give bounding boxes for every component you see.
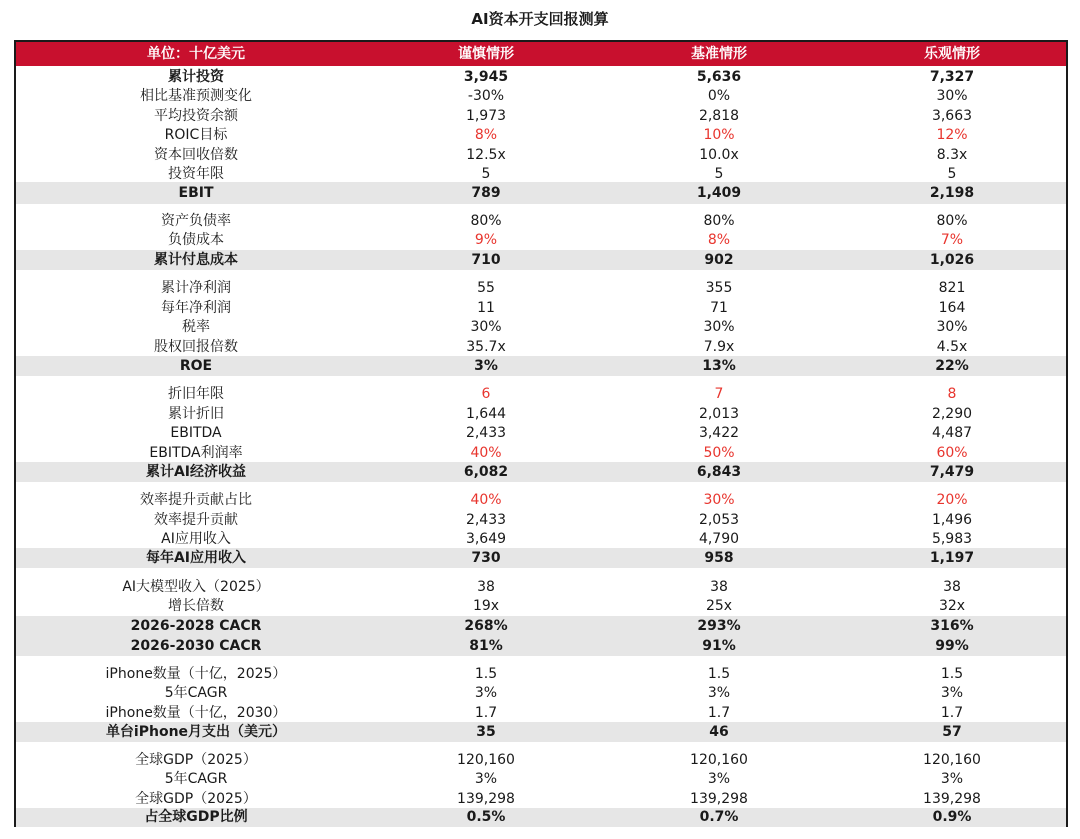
table-row [16, 212, 1066, 231]
table-row [16, 808, 1066, 827]
row-label: 占全球GDP比例 [144, 809, 248, 825]
table-cell: 81% [469, 638, 503, 654]
table-cell: 1.5 [940, 666, 964, 682]
table-cell: 7.9x [703, 339, 735, 355]
table-cell: 32x [938, 598, 966, 614]
table-cell: 2,818 [698, 108, 740, 124]
table-cell: 80% [703, 213, 735, 229]
table-cell: 2,053 [698, 512, 740, 528]
table-cell: 3% [474, 685, 498, 701]
table-cell: 2,433 [465, 512, 507, 528]
table-row [16, 578, 1066, 597]
table-cell: 9% [474, 232, 498, 248]
table-cell: 1.7 [707, 705, 731, 721]
row-label: iPhone数量（十亿，2030） [105, 705, 287, 721]
row-label: ROIC目标 [164, 127, 228, 143]
table-row [16, 338, 1066, 357]
table-cell: 11 [477, 300, 495, 316]
table-cell: 30% [470, 319, 502, 335]
table-row [16, 511, 1066, 530]
table-cell: 958 [704, 550, 734, 566]
table-cell: 35 [476, 724, 496, 740]
table-cell: 2,013 [698, 406, 740, 422]
table-cell: 355 [705, 280, 733, 296]
table-cell: 3% [707, 771, 731, 787]
table-row [16, 462, 1066, 482]
table-cell: 7,479 [929, 464, 975, 480]
row-label: 累计AI经济收益 [145, 464, 247, 480]
row-label: 单台iPhone月支出（美元） [105, 724, 287, 740]
table-cell: 2,290 [931, 406, 973, 422]
table-row [16, 318, 1066, 337]
table-cell: 50% [703, 445, 735, 461]
table-cell: -30% [467, 88, 505, 104]
capex-return-table [14, 40, 1068, 827]
table-cell: 3,663 [931, 108, 973, 124]
table-row [16, 444, 1066, 463]
header-optimistic: 乐观情形 [924, 46, 980, 62]
table-cell: 120,160 [690, 752, 748, 768]
row-label: 2026-2028 CACR [130, 618, 262, 634]
table-cell: 8% [474, 127, 498, 143]
table-cell: 5 [481, 166, 491, 182]
row-label: AI应用收入 [161, 531, 231, 547]
table-cell: 3% [940, 685, 964, 701]
table-row [16, 424, 1066, 443]
row-label: EBITDA [170, 425, 222, 441]
table-cell: 710 [471, 252, 501, 268]
table-cell: 4,487 [931, 425, 973, 441]
table-cell: 38 [943, 579, 961, 595]
table-header [16, 42, 1066, 66]
table-row [16, 68, 1066, 87]
table-cell: 3% [707, 685, 731, 701]
table-cell: 120,160 [923, 752, 981, 768]
row-label: 5年CAGR [164, 771, 228, 787]
table-cell: 30% [936, 88, 968, 104]
row-label: 累计付息成本 [154, 252, 238, 268]
table-cell: 80% [470, 213, 502, 229]
table-cell: 7,327 [929, 69, 975, 85]
header-cautious: 谨慎情形 [458, 46, 514, 62]
table-row [16, 405, 1066, 424]
row-label: 2026-2030 CACR [130, 638, 262, 654]
table-cell: 3% [474, 358, 498, 374]
table-row [16, 279, 1066, 298]
table-row [16, 231, 1066, 250]
row-label: 增长倍数 [168, 598, 224, 614]
table-cell: 268% [464, 618, 508, 634]
row-label: 每年净利润 [161, 300, 231, 316]
table-cell: 730 [471, 550, 501, 566]
table-cell: 40% [470, 492, 502, 508]
table-cell: 1.7 [940, 705, 964, 721]
table-cell: 3% [940, 771, 964, 787]
table-cell: 5,636 [696, 69, 742, 85]
table-cell: 4.5x [936, 339, 968, 355]
row-label: 效率提升贡献占比 [140, 492, 252, 508]
table-cell: 6,843 [696, 464, 742, 480]
table-cell: 1.5 [474, 666, 498, 682]
table-row [16, 616, 1066, 636]
table-cell: 30% [703, 319, 735, 335]
table-cell: 3,649 [465, 531, 507, 547]
table-row [16, 530, 1066, 549]
row-label: 资本回收倍数 [154, 147, 238, 163]
table-cell: 91% [702, 638, 736, 654]
table-cell: 10% [703, 127, 735, 143]
row-label: 投资年限 [168, 166, 224, 182]
table-cell: 80% [936, 213, 968, 229]
table-cell: 5,983 [931, 531, 973, 547]
table-cell: 8% [707, 232, 731, 248]
table-cell: 5 [714, 166, 724, 182]
row-label: 累计投资 [168, 69, 224, 85]
table-title: AI资本开支回报测算 [471, 10, 609, 28]
table-cell: 3,422 [698, 425, 740, 441]
table-cell: 8 [947, 386, 957, 402]
table-cell: 902 [704, 252, 734, 268]
table-cell: 1,026 [929, 252, 975, 268]
table-row [16, 126, 1066, 145]
table-cell: 6 [481, 386, 491, 402]
row-label: 折旧年限 [168, 386, 224, 402]
table-cell: 821 [938, 280, 966, 296]
table-cell: 30% [936, 319, 968, 335]
table-cell: 164 [938, 300, 966, 316]
row-label: EBIT [178, 185, 214, 201]
table-cell: 1,409 [696, 185, 742, 201]
table-row [16, 87, 1066, 106]
table-cell: 2,198 [929, 185, 975, 201]
row-label: 累计净利润 [161, 280, 231, 296]
table-cell: 2,433 [465, 425, 507, 441]
table-cell: 8.3x [936, 147, 968, 163]
table-cell: 0.9% [932, 809, 972, 825]
table-cell: 40% [470, 445, 502, 461]
table-row [16, 597, 1066, 616]
row-label: 股权回报倍数 [154, 339, 238, 355]
table-row [16, 299, 1066, 318]
table-row [16, 356, 1066, 376]
table-cell: 293% [697, 618, 741, 634]
table-cell: 1.5 [707, 666, 731, 682]
row-label: 效率提升贡献 [154, 512, 238, 528]
table-row [16, 146, 1066, 165]
table-row [16, 722, 1066, 742]
table-cell: 12% [936, 127, 968, 143]
table-row [16, 790, 1066, 809]
table-row [16, 704, 1066, 723]
table-row [16, 770, 1066, 789]
table-cell: 55 [477, 280, 495, 296]
table-row [16, 182, 1066, 204]
table-row [16, 548, 1066, 568]
row-label: 5年CAGR [164, 685, 228, 701]
table-cell: 139,298 [457, 791, 515, 807]
header-base: 基准情形 [691, 46, 747, 62]
table-cell: 22% [935, 358, 969, 374]
table-cell: 1,496 [931, 512, 973, 528]
table-cell: 0.7% [699, 809, 739, 825]
table-cell: 1,973 [465, 108, 507, 124]
row-label: 税率 [182, 319, 210, 335]
table-row [16, 385, 1066, 404]
row-label: 全球GDP（2025） [135, 791, 257, 807]
table-cell: 0.5% [466, 809, 506, 825]
table-cell: 35.7x [466, 339, 506, 355]
table-cell: 316% [930, 618, 974, 634]
table-row [16, 751, 1066, 770]
table-row [16, 250, 1066, 270]
table-cell: 19x [472, 598, 500, 614]
table-cell: 120,160 [457, 752, 515, 768]
table-row [16, 491, 1066, 510]
table-row [16, 636, 1066, 656]
table-cell: 1,197 [929, 550, 975, 566]
table-cell: 139,298 [690, 791, 748, 807]
table-cell: 25x [705, 598, 733, 614]
table-cell: 13% [702, 358, 736, 374]
table-row [16, 684, 1066, 703]
table-cell: 38 [710, 579, 728, 595]
table-cell: 1.7 [474, 705, 498, 721]
row-label: 全球GDP（2025） [135, 752, 257, 768]
table-cell: 5 [947, 166, 957, 182]
row-label: ROE [179, 358, 213, 374]
row-label: 负债成本 [168, 232, 224, 248]
table-cell: 60% [936, 445, 968, 461]
table-cell: 3% [474, 771, 498, 787]
table-cell: 139,298 [923, 791, 981, 807]
table-cell: 789 [471, 185, 501, 201]
table-cell: 7% [940, 232, 964, 248]
table-cell: 30% [703, 492, 735, 508]
table-row [16, 107, 1066, 126]
row-label: EBITDA利润率 [149, 445, 243, 461]
table-cell: 6,082 [463, 464, 509, 480]
table-cell: 38 [477, 579, 495, 595]
table-cell: 71 [710, 300, 728, 316]
table-cell: 1,644 [465, 406, 507, 422]
table-cell: 99% [935, 638, 969, 654]
table-cell: 46 [709, 724, 729, 740]
table-cell: 7 [714, 386, 724, 402]
table-row [16, 665, 1066, 684]
table-cell: 0% [707, 88, 731, 104]
table-cell: 20% [936, 492, 968, 508]
row-label: 平均投资余额 [154, 108, 238, 124]
table-cell: 10.0x [699, 147, 739, 163]
row-label: iPhone数量（十亿，2025） [105, 666, 287, 682]
row-label: 累计折旧 [168, 406, 224, 422]
row-label: 资产负债率 [161, 213, 231, 229]
table-cell: 4,790 [698, 531, 740, 547]
table-cell: 57 [942, 724, 962, 740]
table-cell: 3,945 [463, 69, 509, 85]
table-cell: 12.5x [466, 147, 506, 163]
row-label: 相比基准预测变化 [140, 88, 252, 104]
row-label: AI大模型收入（2025） [122, 579, 270, 595]
row-label: 每年AI应用收入 [145, 550, 247, 566]
header-unit: 单位：十亿美元 [147, 46, 245, 62]
